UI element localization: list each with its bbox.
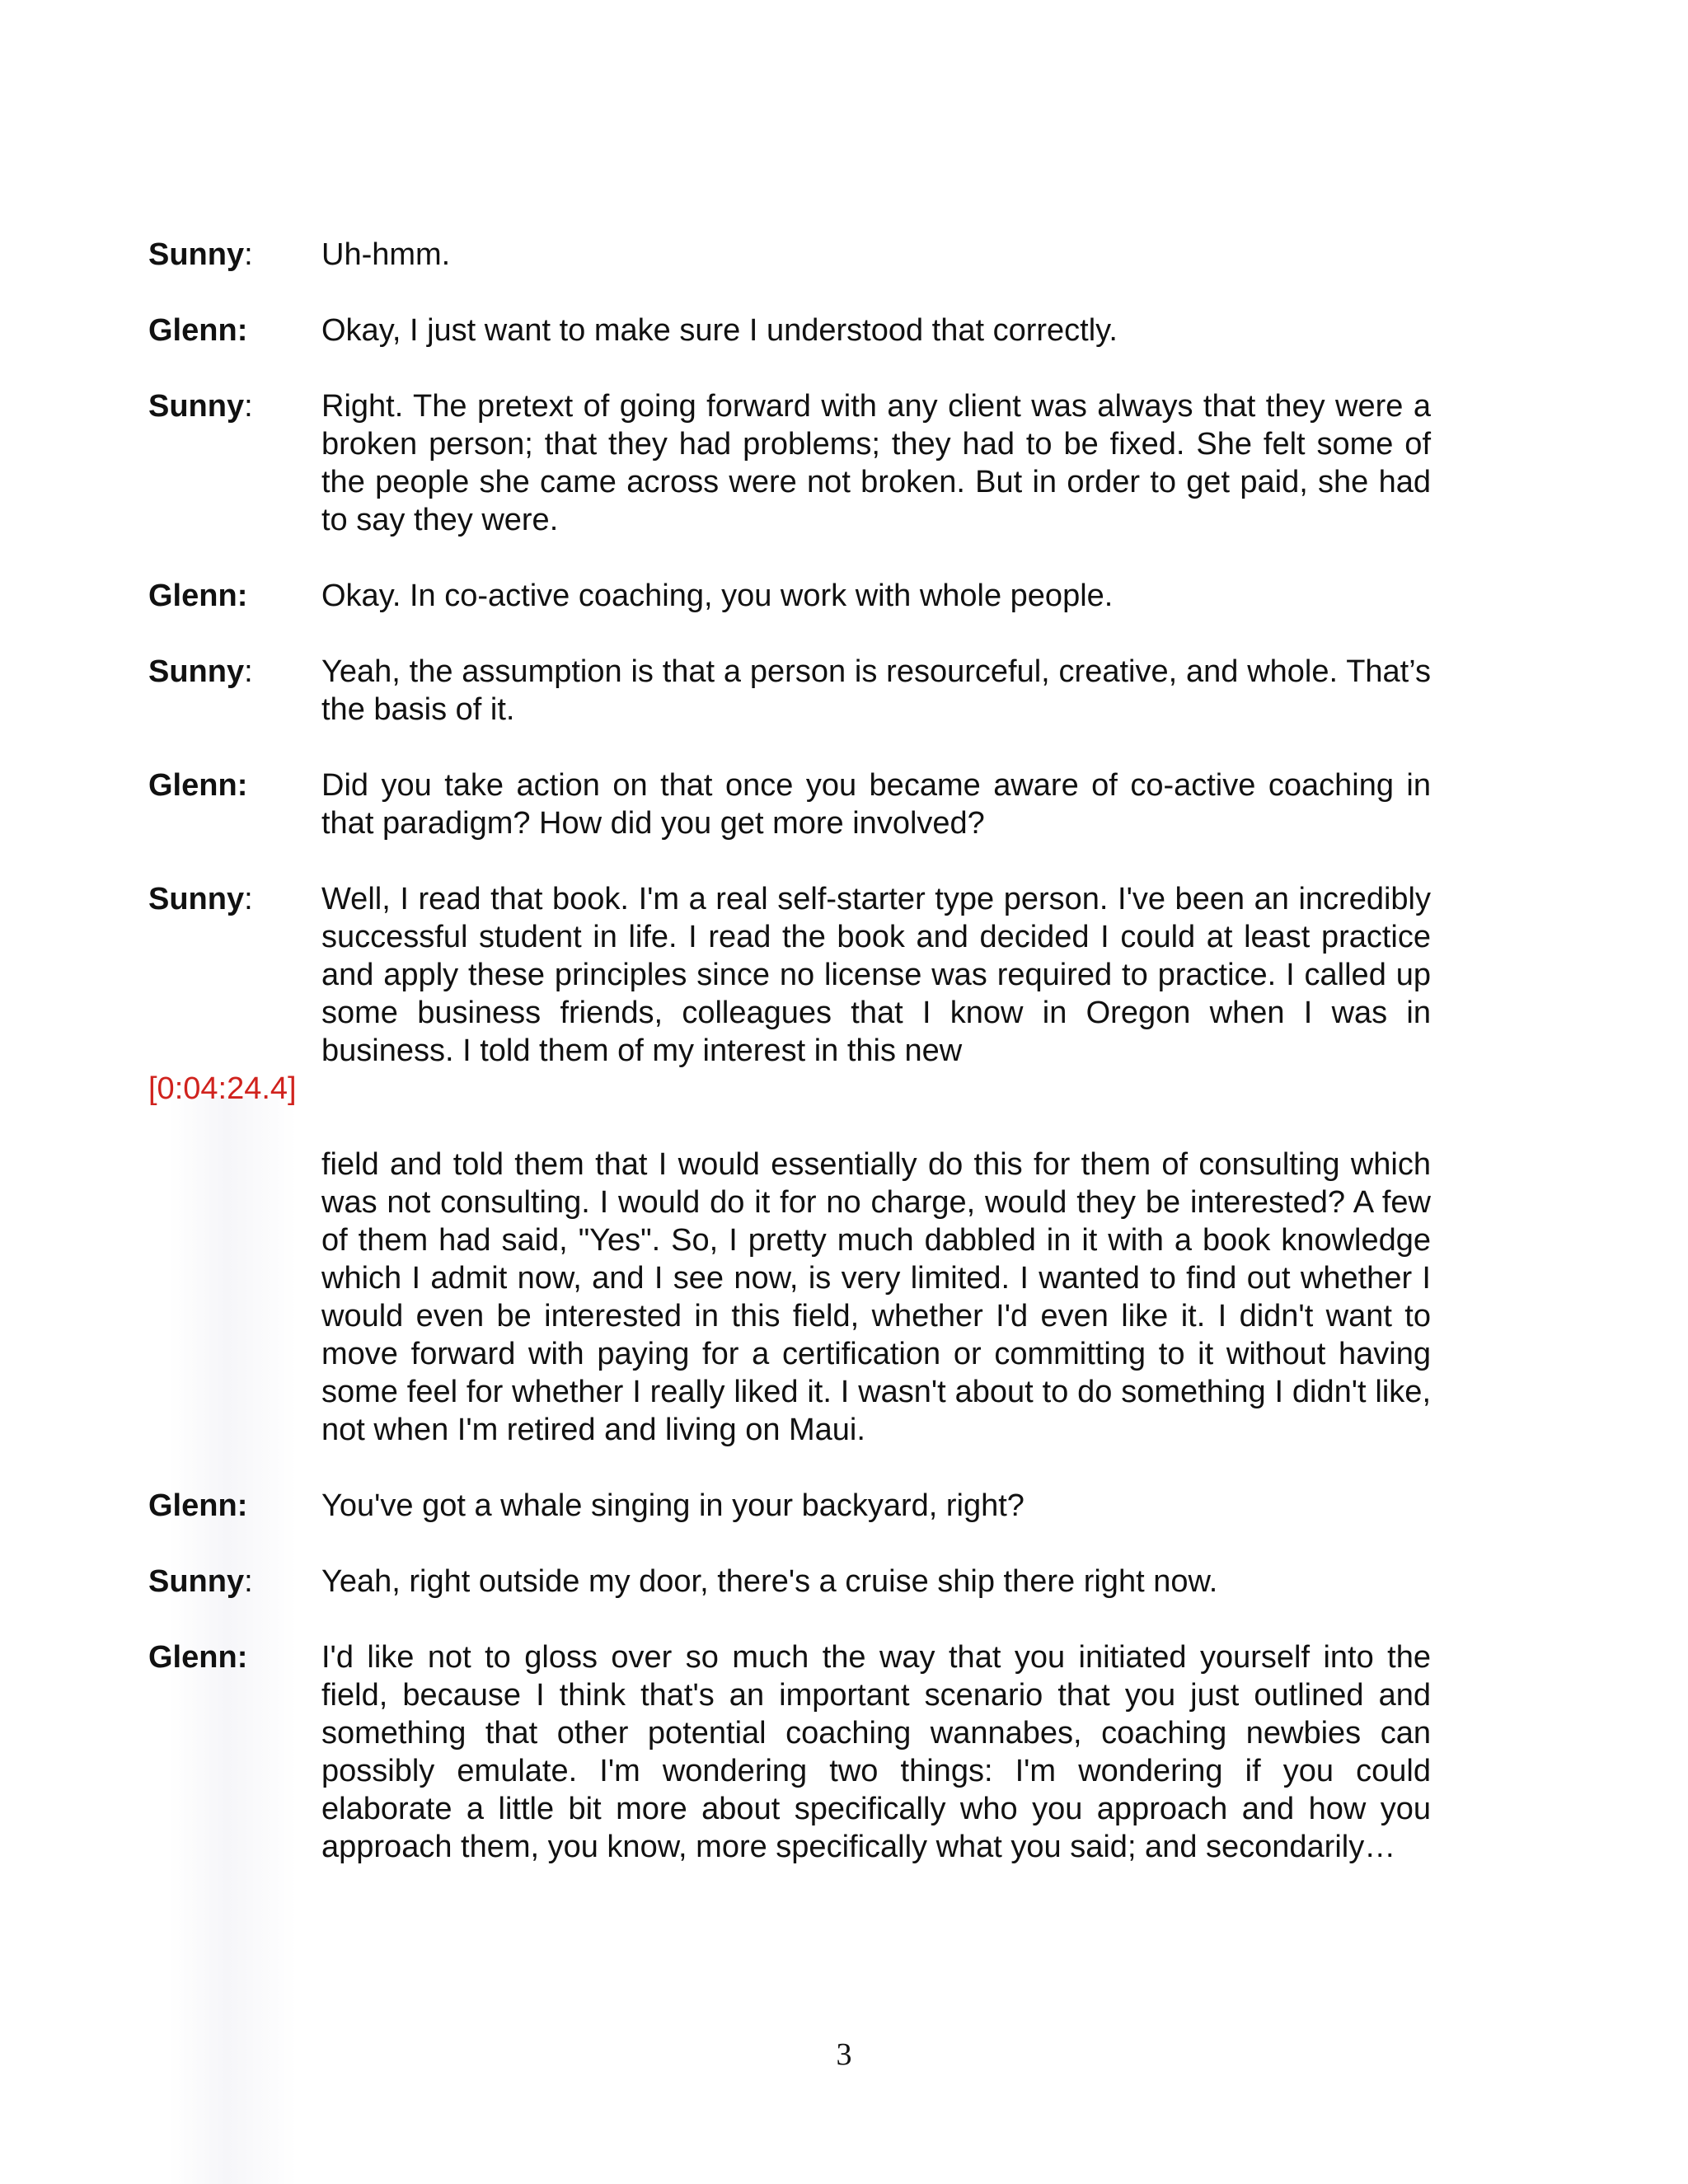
- speech-text: I'd like not to gloss over so much the way that you initiated yourself into the field, because I think that's an important scenario that you just outlined and something that other potential coaching wannabes, coaching newbies can possibly emulate. I'm wondering two things: I'm wondering if you could elaborate a little bit more about specifically who you approach and how you approach them, you know, more specifically what you said; and secondarily…: [321, 1640, 1431, 1864]
- speech-continuation: field and told them that I would essentially do this for them of consulting which was not consulting. I would do it for no charge, would they be interested? A few of them had said, "Yes". So, I pretty much dabbled in it with a book knowledge which I admit now, and I see now, is very limited. I wanted to find out whether I would even be interested in this field, whether I'd even like it. I didn't want to move forward with paying for a certification or committing to it without having some feel for whether I really liked it. I wasn't about to do something I didn't like, not when I'm retired and living on Maui.: [321, 1147, 1431, 1447]
- speech-text: Well, I read that book. I'm a real self-starter type person. I've been an incredibly successful student in life. I read the book and decided I could at least practice and apply these principles since no license was required to practice. I called up some business friends, colleagues that I know in Oregon when I was in business. I told them of my interest in this new: [321, 882, 1431, 1068]
- speaker-name: Glenn:: [148, 579, 248, 613]
- speaker-name: Glenn:: [148, 1640, 248, 1675]
- speaker-name: Sunny:: [148, 1564, 253, 1599]
- speaker-name: Glenn:: [148, 1488, 248, 1523]
- speech-text: Okay. In co-active coaching, you work with whole people.: [321, 579, 1114, 613]
- speech-text: Uh-hmm.: [321, 237, 451, 272]
- speaker-name: Sunny:: [148, 389, 253, 424]
- speech-text: Did you take action on that once you became aware of co-active coaching in that paradigm? How did you get more involved?: [321, 768, 1431, 841]
- speech-text: Okay, I just want to make sure I understood that correctly.: [321, 313, 1118, 348]
- speech-text: Yeah, right outside my door, there's a cruise ship there right now.: [321, 1564, 1218, 1599]
- speaker-name: Glenn:: [148, 768, 248, 803]
- speech-text: Yeah, the assumption is that a person is resourceful, creative, and whole. That’s the basis of it.: [321, 654, 1431, 727]
- speaker-name: Sunny:: [148, 882, 253, 916]
- speaker-name: Sunny:: [148, 654, 253, 689]
- speaker-name: Glenn:: [148, 313, 248, 348]
- speech-text: You've got a whale singing in your backyard, right?: [321, 1488, 1025, 1523]
- speech-text: Right. The pretext of going forward with any client was always that they were a broken person; that they had problems; they had to be fixed. She felt some of the people she came across were not broken. But in order to get paid, she had to say they were.: [321, 389, 1431, 537]
- timestamp-marker: [0:04:24.4]: [148, 1071, 297, 1106]
- page-number: 3: [836, 2037, 852, 2072]
- speaker-name: Sunny:: [148, 237, 253, 272]
